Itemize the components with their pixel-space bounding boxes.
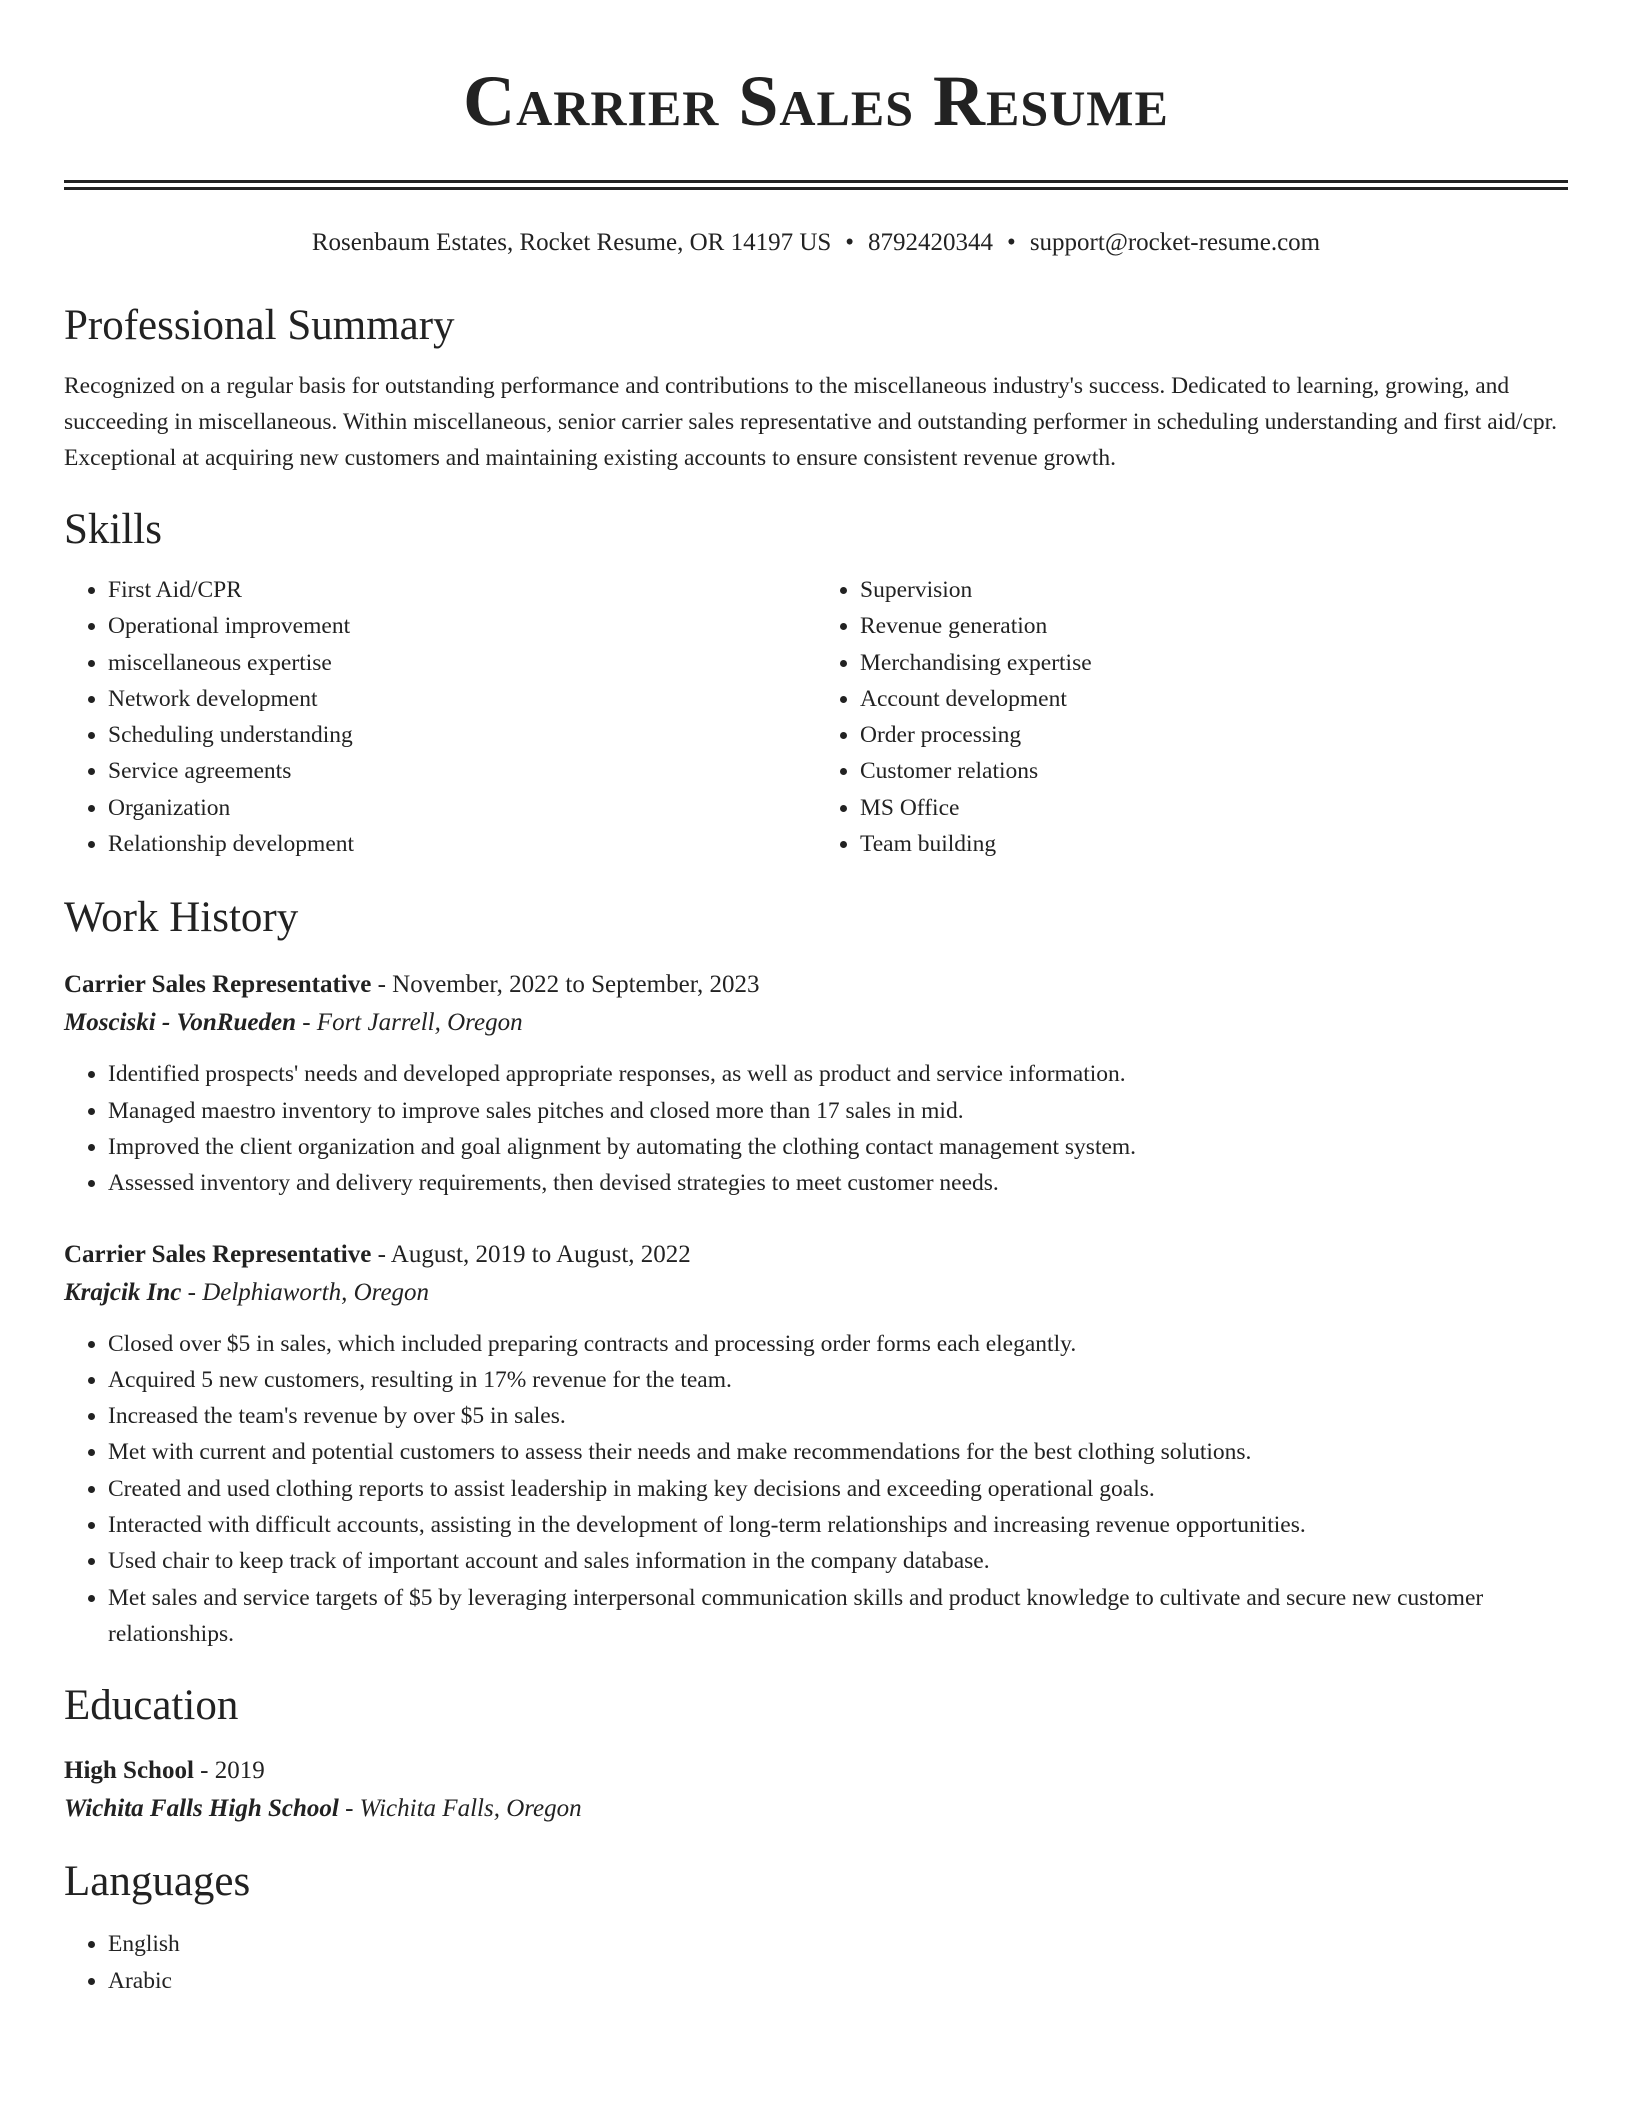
job-bullet: • Met sales and service targets of $5 by leveraging interpersonal communication skills and product knowledge to cultivate and secure new customer relationships.	[108, 1580, 1568, 1653]
job-bullet: • Identified prospects' needs and developed appropriate responses, as well as product and service information.	[108, 1056, 1568, 1092]
summary-text: Recognized on a regular basis for outstanding performance and contributions to the miscellaneous industry's success. Dedicated to learning, growing, and succeeding in miscellaneous. Within miscellaneous, senior carrier sales representative and outstanding performer in scheduling understanding and first aid/cpr. Exceptional at acquiring new customers and maintaining existing accounts to ensure consistent revenue growth.	[64, 373, 1558, 471]
job-bullet: • Interacted with difficult accounts, assisting in the development of long-term relationships and increasing revenue opportunities.	[108, 1507, 1568, 1543]
job-location: - Fort Jarrell, Oregon	[295, 1009, 523, 1037]
job-dates: - November, 2022 to September, 2023	[371, 971, 760, 999]
language-item: • English	[108, 1926, 1568, 1962]
skills-right-list	[816, 572, 1568, 862]
skill-item: • Service agreements	[108, 753, 816, 789]
job-header	[64, 1236, 1568, 1274]
job-bullet: • Closed over $5 in sales, which included preparing contracts and processing order forms each elegantly.	[108, 1326, 1568, 1362]
skill-item: • Account development	[860, 681, 1568, 717]
work-history-heading: Work History	[64, 894, 299, 942]
languages-list	[64, 1926, 1568, 1999]
summary-heading: Professional Summary	[64, 302, 455, 349]
skill-item: • Operational improvement	[108, 608, 816, 644]
job-title: Carrier Sales Representative	[64, 1240, 372, 1268]
skill-item: • First Aid/CPR	[108, 572, 816, 608]
job-bullet: • Improved the client organization and goal alignment by automating the clothing contact management system.	[108, 1129, 1568, 1165]
skills-left-list	[64, 572, 816, 862]
skill-item: • Team building	[860, 826, 1568, 862]
job-title: Carrier Sales Representative	[64, 971, 372, 999]
job-location: - Delphiaworth, Oregon	[181, 1278, 430, 1306]
job-bullet: • Used chair to keep track of important account and sales information in the company database.	[108, 1543, 1568, 1579]
education-header	[64, 1752, 1568, 1790]
skill-item: • Organization	[108, 790, 816, 826]
contact-email[interactable]: support@rocket-resume.com	[1029, 229, 1321, 256]
education-year: - 2019	[193, 1757, 265, 1785]
skills-heading: Skills	[64, 506, 162, 553]
skill-item: • miscellaneous expertise	[108, 645, 816, 681]
job-bullet: • Acquired 5 new customers, resulting in 17% revenue for the team.	[108, 1362, 1568, 1398]
education-school-line	[64, 1790, 1568, 1828]
skills-grid	[64, 572, 1568, 862]
job-company: Krajcik Inc	[64, 1278, 182, 1306]
job-employer	[64, 1004, 1568, 1042]
education-school: Wichita Falls High School	[64, 1795, 339, 1823]
skill-item: • Order processing	[860, 717, 1568, 753]
skill-item: • Supervision	[860, 572, 1568, 608]
job-bullets	[64, 1326, 1568, 1653]
contact-phone: 8792420344	[868, 229, 994, 256]
skill-item: • Revenue generation	[860, 608, 1568, 644]
skill-item: • Merchandising expertise	[860, 645, 1568, 681]
skill-item: • Relationship development	[108, 826, 816, 862]
skill-item: • Customer relations	[860, 753, 1568, 789]
job-bullet: • Managed maestro inventory to improve sales pitches and closed more than 17 sales in mid.	[108, 1093, 1568, 1129]
job-bullets	[64, 1056, 1568, 1201]
education-degree: High School	[64, 1757, 194, 1785]
languages-heading: Languages	[64, 1858, 251, 1906]
contact-separator: •	[1007, 229, 1016, 256]
job-bullet: • Increased the team's revenue by over $5 in sales.	[108, 1398, 1568, 1434]
contact-line	[64, 226, 1568, 260]
job-header	[64, 966, 1568, 1004]
contact-address: Rosenbaum Estates, Rocket Resume, OR 14197 US	[311, 229, 832, 256]
job-dates: - August, 2019 to August, 2022	[371, 1240, 691, 1268]
contact-separator: •	[845, 229, 855, 256]
skill-item: • MS Office	[860, 790, 1568, 826]
language-item: • Arabic	[108, 1963, 1568, 1999]
page-title: Carrier Sales Resume	[463, 61, 1169, 141]
education-heading: Education	[64, 1682, 239, 1730]
job-bullet: • Assessed inventory and delivery requirements, then devised strategies to meet customer needs.	[108, 1165, 1568, 1201]
skill-item: • Scheduling understanding	[108, 717, 816, 753]
job-employer	[64, 1274, 1568, 1312]
skill-item: • Network development	[108, 681, 816, 717]
education-location: - Wichita Falls, Oregon	[338, 1795, 582, 1823]
title-divider	[64, 180, 1568, 190]
job-bullet: • Met with current and potential customers to assess their needs and make recommendations for the best clothing solutions.	[108, 1434, 1568, 1470]
job-company: Mosciski - VonRueden	[64, 1009, 296, 1037]
job-bullet: • Created and used clothing reports to assist leadership in making key decisions and exceeding operational goals.	[108, 1471, 1568, 1507]
